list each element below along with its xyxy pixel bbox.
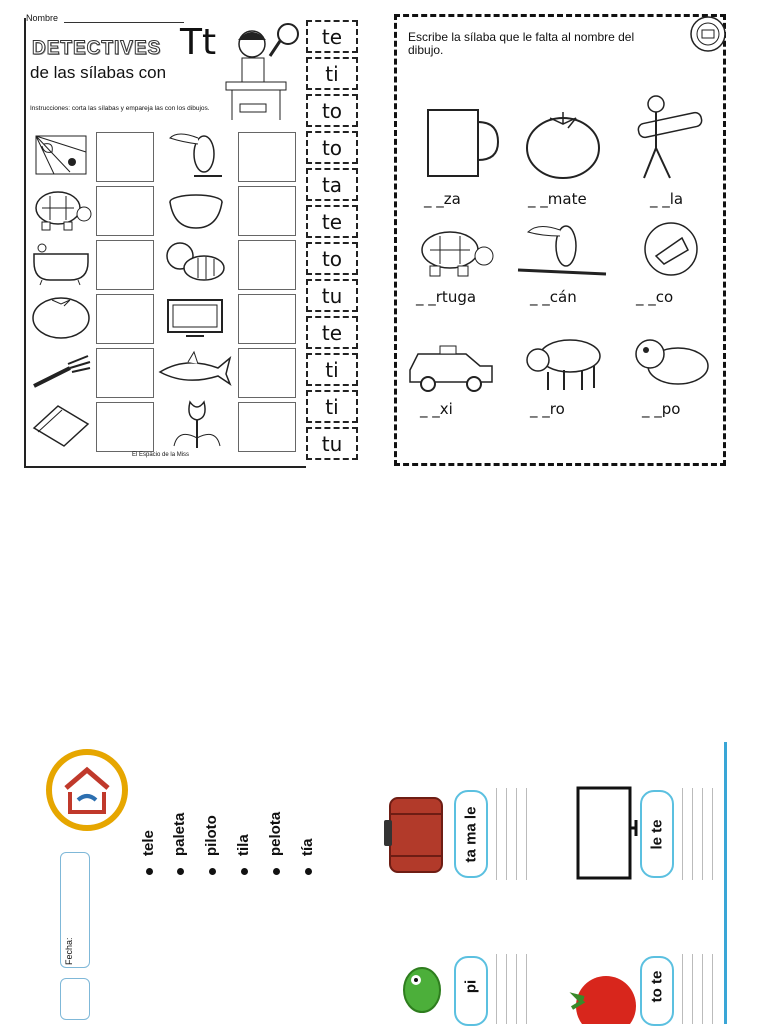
missing-syllable-word: _ _mate	[528, 190, 587, 208]
fork-icon	[30, 352, 92, 392]
green-figure-icon	[398, 960, 444, 1024]
page-border-line	[724, 742, 727, 1024]
answer-box[interactable]	[96, 186, 154, 236]
missing-syllable-word: _ _rtuga	[416, 288, 477, 306]
writing-line	[682, 954, 683, 1024]
writing-line	[516, 788, 517, 880]
writing-line	[692, 954, 693, 1024]
bullet	[209, 868, 216, 875]
writing-line	[496, 954, 497, 1024]
tomato-icon	[30, 292, 92, 340]
missing-syllable-word: _ _co	[636, 288, 674, 306]
word-list-item: tía	[299, 838, 316, 856]
syllable-card[interactable]: tu	[306, 279, 358, 312]
bullet	[241, 868, 248, 875]
writing-line	[516, 954, 517, 1024]
missing-syllable-word: _ _po	[642, 400, 681, 418]
cake-slice-icon	[636, 220, 706, 278]
footer-credit: El Espacio de la Miss	[132, 452, 190, 458]
toucan-icon	[514, 216, 610, 280]
toucan-icon	[164, 124, 228, 186]
detective-girl-icon	[222, 20, 306, 122]
syllable-card[interactable]: ti	[306, 390, 358, 423]
syllable-pill-text: pi	[462, 979, 480, 994]
writing-line	[506, 788, 507, 880]
bullet	[177, 868, 184, 875]
answer-box[interactable]	[96, 402, 154, 452]
mug-icon	[422, 106, 502, 182]
writing-line	[496, 788, 497, 880]
syllable-card[interactable]: ti	[306, 57, 358, 90]
word-list-item: piloto	[203, 815, 220, 856]
answer-box[interactable]	[238, 240, 296, 290]
syllable-card[interactable]: tu	[306, 427, 358, 460]
missing-syllable-word: _ _xi	[420, 400, 453, 418]
school-seal-icon	[688, 14, 728, 54]
answer-box[interactable]	[238, 402, 296, 452]
syllable-card[interactable]: ta	[306, 168, 358, 201]
name-line	[64, 22, 184, 23]
letter-heading: Tt	[180, 22, 217, 63]
bowl-icon	[164, 190, 228, 232]
syllable-card[interactable]: te	[306, 316, 358, 349]
word-list-item: paleta	[171, 812, 188, 856]
syllable-pill	[640, 956, 674, 1026]
missing-syllable-word: _ _cán	[530, 288, 577, 306]
syllable-pill	[640, 790, 674, 878]
answer-box[interactable]	[238, 294, 296, 344]
writing-line	[526, 954, 527, 1024]
answer-box[interactable]	[96, 348, 154, 398]
answer-box[interactable]	[96, 240, 154, 290]
date-label: Fecha:	[64, 937, 74, 965]
instructions-text: Escribe la sílaba que le falta al nombre del dibujo.	[408, 30, 635, 57]
mole-icon	[628, 326, 714, 394]
writing-line	[692, 788, 693, 880]
answer-box[interactable]	[238, 186, 296, 236]
shark-icon	[156, 350, 232, 392]
towel-icon	[28, 400, 92, 450]
bullet	[146, 868, 153, 875]
syllable-card[interactable]: te	[306, 205, 358, 238]
tulip-icon	[168, 398, 226, 452]
syllable-pill-text: le te	[648, 819, 666, 850]
taxi-icon	[404, 338, 496, 394]
worksheet-title: DETECTIVES	[32, 38, 162, 59]
writing-line	[682, 788, 683, 880]
television-icon	[164, 296, 226, 340]
name-label: Nombre	[26, 13, 59, 23]
syllable-card[interactable]: te	[306, 20, 358, 53]
answer-box[interactable]	[238, 348, 296, 398]
syllable-card[interactable]: to	[306, 131, 358, 164]
worksheet-subtitle: de las sílabas con	[30, 63, 167, 82]
school-logo-icon	[44, 748, 130, 832]
syllable-pill-text: to te	[648, 970, 666, 1003]
syllable-card[interactable]: ti	[306, 353, 358, 386]
writing-line	[526, 788, 527, 880]
writing-line	[712, 788, 713, 880]
writing-line	[712, 954, 713, 1024]
writing-line	[702, 954, 703, 1024]
bullet	[305, 868, 312, 875]
missing-syllable-word: _ _la	[650, 190, 684, 208]
instructions-text: Instrucciones: corta las sílabas y empareja las con los dibujos.	[30, 105, 210, 112]
turtle-icon	[28, 184, 92, 234]
tomato-icon	[566, 968, 638, 1024]
turtle-icon	[412, 224, 496, 280]
answer-box[interactable]	[96, 294, 154, 344]
bull-icon	[518, 326, 608, 394]
missing-syllable-word: _ _za	[424, 190, 461, 208]
missing-syllable-word: _ _ro	[530, 400, 565, 418]
syllable-pill	[454, 790, 488, 878]
tomato-icon	[524, 106, 602, 182]
writing-line	[702, 788, 703, 880]
word-list-item: tele	[140, 830, 157, 856]
television-icon	[574, 784, 638, 882]
syllable-card[interactable]: to	[306, 242, 358, 275]
answer-box[interactable]	[96, 132, 154, 182]
syllable-card[interactable]: to	[306, 94, 358, 127]
bathtub-icon	[30, 240, 92, 286]
writing-line	[506, 954, 507, 1024]
tiger-icon	[162, 238, 230, 288]
bullet	[273, 868, 280, 875]
syllable-pill-text: ta ma le	[462, 806, 480, 863]
word-list-item: pelota	[267, 811, 284, 856]
suitcase-icon	[384, 790, 448, 880]
spider-web-icon	[30, 132, 92, 178]
syllable-pill	[454, 956, 488, 1026]
man-carrying-log-icon	[630, 92, 710, 184]
word-list-item: tila	[235, 834, 252, 856]
answer-box[interactable]	[238, 132, 296, 182]
name-field[interactable]	[60, 978, 90, 1020]
